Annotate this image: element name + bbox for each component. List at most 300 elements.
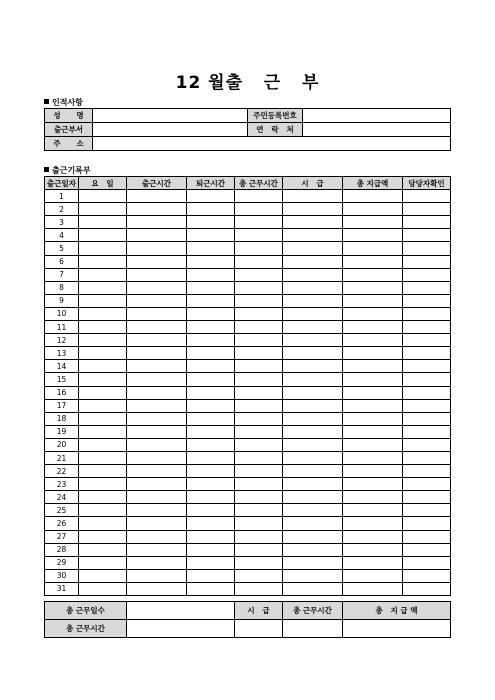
manager-check-cell[interactable]: [403, 216, 451, 229]
total-hours-cell[interactable]: [235, 307, 283, 320]
table-row: [45, 347, 451, 360]
day-number: 3: [45, 216, 79, 229]
total-pay-cell[interactable]: [343, 451, 403, 464]
total-hours-cell[interactable]: [235, 543, 283, 556]
table-row: [45, 307, 451, 320]
table-row: [45, 556, 451, 569]
table-row: [45, 216, 451, 229]
manager-check-cell[interactable]: [403, 399, 451, 412]
total-pay-cell[interactable]: [343, 281, 403, 294]
day-number: 17: [45, 399, 79, 412]
hourly-wage-cell[interactable]: [283, 451, 343, 464]
manager-check-cell[interactable]: [403, 360, 451, 373]
day-number: 26: [45, 517, 79, 530]
total-hours-cell[interactable]: [235, 451, 283, 464]
total-hours-cell[interactable]: [235, 360, 283, 373]
personal-section-label: [44, 97, 83, 108]
total-pay-cell[interactable]: [343, 491, 403, 504]
total-hours-field[interactable]: [127, 620, 235, 638]
manager-check-cell[interactable]: [403, 465, 451, 478]
weekday-cell[interactable]: [79, 229, 127, 242]
total-pay-cell[interactable]: [343, 569, 403, 582]
clock-out-cell[interactable]: [187, 582, 235, 595]
table-row: [45, 569, 451, 582]
day-number: 16: [45, 386, 79, 399]
total-pay-cell[interactable]: [343, 517, 403, 530]
day-number: 4: [45, 229, 79, 242]
clock-out-cell[interactable]: [187, 543, 235, 556]
total-hours-cell[interactable]: [235, 242, 283, 255]
weekday-cell[interactable]: [79, 556, 127, 569]
weekday-cell[interactable]: [79, 425, 127, 438]
clock-in-cell[interactable]: [127, 543, 187, 556]
total-pay-cell[interactable]: [343, 268, 403, 281]
total-pay-label: 총 지 급 액: [343, 602, 451, 620]
total-hours-cell[interactable]: [235, 216, 283, 229]
total-hours-cell[interactable]: [235, 569, 283, 582]
total-hours-cell[interactable]: [235, 347, 283, 360]
weekday-cell[interactable]: [79, 451, 127, 464]
clock-in-cell[interactable]: [127, 465, 187, 478]
manager-check-cell[interactable]: [403, 347, 451, 360]
table-row: [45, 543, 451, 556]
manager-check-cell[interactable]: [403, 582, 451, 595]
id-number-field[interactable]: [303, 109, 451, 123]
manager-check-cell[interactable]: [403, 517, 451, 530]
manager-check-cell[interactable]: [403, 307, 451, 320]
attendance-table: [44, 176, 451, 596]
total-hours-cell[interactable]: [235, 478, 283, 491]
clock-in-cell[interactable]: [127, 321, 187, 334]
table-row: [45, 451, 451, 464]
table-row: [45, 321, 451, 334]
manager-check-cell[interactable]: [403, 373, 451, 386]
weekday-cell[interactable]: [79, 294, 127, 307]
weekday-cell[interactable]: [79, 569, 127, 582]
total-pay-cell[interactable]: [343, 255, 403, 268]
clock-in-cell[interactable]: [127, 347, 187, 360]
total-pay-cell[interactable]: [343, 438, 403, 451]
table-row: [45, 242, 451, 255]
day-number: 28: [45, 543, 79, 556]
clock-in-cell[interactable]: [127, 582, 187, 595]
table-row: [45, 425, 451, 438]
total-hours-cell[interactable]: [235, 504, 283, 517]
table-row: [45, 491, 451, 504]
total-hours-cell[interactable]: [235, 491, 283, 504]
table-row: [45, 478, 451, 491]
clock-out-cell[interactable]: [187, 556, 235, 569]
day-number: 2: [45, 203, 79, 216]
weekday-cell[interactable]: [79, 307, 127, 320]
clock-out-cell[interactable]: [187, 465, 235, 478]
weekday-cell[interactable]: [79, 255, 127, 268]
weekday-cell[interactable]: [79, 242, 127, 255]
weekday-cell[interactable]: [79, 373, 127, 386]
day-number: 13: [45, 347, 79, 360]
total-hours-cell[interactable]: [235, 268, 283, 281]
day-number: 18: [45, 412, 79, 425]
table-row: [45, 360, 451, 373]
table-row: [45, 294, 451, 307]
clock-out-cell[interactable]: [187, 373, 235, 386]
clock-in-cell[interactable]: [127, 203, 187, 216]
total-hours-cell[interactable]: [235, 321, 283, 334]
total-pay-cell[interactable]: [343, 478, 403, 491]
clock-out-cell[interactable]: [187, 517, 235, 530]
day-number: 24: [45, 491, 79, 504]
total-pay-cell[interactable]: [343, 216, 403, 229]
total-hours-cell[interactable]: [235, 412, 283, 425]
weekday-cell[interactable]: [79, 491, 127, 504]
wage-field[interactable]: [235, 620, 283, 638]
clock-in-cell[interactable]: [127, 307, 187, 320]
clock-in-cell[interactable]: [127, 334, 187, 347]
manager-check-cell[interactable]: [403, 334, 451, 347]
total-hours-cell[interactable]: [235, 203, 283, 216]
weekday-cell[interactable]: [79, 543, 127, 556]
clock-out-cell[interactable]: [187, 321, 235, 334]
weekday-cell[interactable]: [79, 504, 127, 517]
day-number: 20: [45, 438, 79, 451]
day-number: 27: [45, 530, 79, 543]
clock-out-cell[interactable]: [187, 425, 235, 438]
day-number: 9: [45, 294, 79, 307]
table-row: [45, 517, 451, 530]
total-pay-cell[interactable]: [343, 360, 403, 373]
manager-check-cell[interactable]: [403, 321, 451, 334]
weekday-cell[interactable]: [79, 412, 127, 425]
total-pay-cell[interactable]: [343, 412, 403, 425]
hourly-wage-cell[interactable]: [283, 229, 343, 242]
manager-check-cell[interactable]: [403, 229, 451, 242]
total-hours-cell[interactable]: [235, 465, 283, 478]
wage-label: 시 급: [235, 602, 283, 620]
hourly-wage-cell[interactable]: [283, 412, 343, 425]
clock-in-cell[interactable]: [127, 255, 187, 268]
clock-out-cell[interactable]: [187, 438, 235, 451]
manager-check-header: 담당자확인: [403, 177, 451, 190]
clock-in-cell[interactable]: [127, 412, 187, 425]
clock-in-header: 출근시간: [127, 177, 187, 190]
weekday-cell[interactable]: [79, 190, 127, 203]
clock-in-cell[interactable]: [127, 268, 187, 281]
hourly-wage-cell[interactable]: [283, 321, 343, 334]
clock-in-cell[interactable]: [127, 491, 187, 504]
total-hours-value-field[interactable]: [283, 620, 343, 638]
manager-check-cell[interactable]: [403, 412, 451, 425]
total-hours-cell[interactable]: [235, 281, 283, 294]
total-hours-cell[interactable]: [235, 517, 283, 530]
total-hours-label-2: 총 근무시간: [45, 620, 127, 638]
clock-out-cell[interactable]: [187, 399, 235, 412]
manager-check-cell[interactable]: [403, 190, 451, 203]
day-number: 1: [45, 190, 79, 203]
table-row: [45, 229, 451, 242]
hourly-wage-cell[interactable]: [283, 242, 343, 255]
weekday-cell[interactable]: [79, 438, 127, 451]
hourly-wage-cell[interactable]: [283, 347, 343, 360]
total-pay-cell[interactable]: [343, 321, 403, 334]
table-row: [45, 582, 451, 595]
hourly-wage-cell[interactable]: [283, 569, 343, 582]
summary-table: [44, 601, 451, 638]
hourly-wage-cell[interactable]: [283, 268, 343, 281]
weekday-cell[interactable]: [79, 281, 127, 294]
clock-out-cell[interactable]: [187, 491, 235, 504]
weekday-cell[interactable]: [79, 465, 127, 478]
table-row: [45, 412, 451, 425]
total-days-field[interactable]: [127, 602, 235, 620]
manager-check-cell[interactable]: [403, 242, 451, 255]
clock-in-cell[interactable]: [127, 569, 187, 582]
hourly-wage-cell[interactable]: [283, 360, 343, 373]
clock-in-cell[interactable]: [127, 229, 187, 242]
total-hours-cell[interactable]: [235, 255, 283, 268]
hourly-wage-cell[interactable]: [283, 530, 343, 543]
clock-out-cell[interactable]: [187, 255, 235, 268]
hourly-wage-cell[interactable]: [283, 281, 343, 294]
manager-check-cell[interactable]: [403, 255, 451, 268]
hourly-wage-cell[interactable]: [283, 216, 343, 229]
weekday-cell[interactable]: [79, 530, 127, 543]
manager-check-cell[interactable]: [403, 438, 451, 451]
manager-check-cell[interactable]: [403, 281, 451, 294]
day-number: 14: [45, 360, 79, 373]
day-number: 10: [45, 307, 79, 320]
total-pay-cell[interactable]: [343, 190, 403, 203]
manager-check-cell[interactable]: [403, 268, 451, 281]
total-hours-cell[interactable]: [235, 438, 283, 451]
manager-check-cell[interactable]: [403, 556, 451, 569]
clock-out-header: 퇴근시간: [187, 177, 235, 190]
total-pay-cell[interactable]: [343, 386, 403, 399]
total-hours-cell[interactable]: [235, 582, 283, 595]
hourly-wage-cell[interactable]: [283, 425, 343, 438]
clock-out-cell[interactable]: [187, 412, 235, 425]
total-pay-cell[interactable]: [343, 203, 403, 216]
clock-in-cell[interactable]: [127, 386, 187, 399]
table-row: [45, 399, 451, 412]
attendance-header-row: [45, 177, 451, 190]
total-pay-cell[interactable]: [343, 229, 403, 242]
date-header: 출근일자: [45, 177, 79, 190]
address-label: 주 소: [45, 137, 93, 151]
clock-out-cell[interactable]: [187, 478, 235, 491]
clock-out-cell[interactable]: [187, 281, 235, 294]
hourly-wage-cell[interactable]: [283, 294, 343, 307]
total-pay-cell[interactable]: [343, 242, 403, 255]
hourly-wage-cell[interactable]: [283, 556, 343, 569]
manager-check-cell[interactable]: [403, 491, 451, 504]
clock-out-cell[interactable]: [187, 530, 235, 543]
clock-out-cell[interactable]: [187, 386, 235, 399]
weekday-cell[interactable]: [79, 334, 127, 347]
total-pay-cell[interactable]: [343, 504, 403, 517]
clock-in-cell[interactable]: [127, 294, 187, 307]
weekday-cell[interactable]: [79, 360, 127, 373]
weekday-cell[interactable]: [79, 386, 127, 399]
manager-check-cell[interactable]: [403, 386, 451, 399]
name-field[interactable]: [93, 109, 248, 123]
manager-check-cell[interactable]: [403, 478, 451, 491]
clock-in-cell[interactable]: [127, 373, 187, 386]
clock-out-cell[interactable]: [187, 203, 235, 216]
clock-out-cell[interactable]: [187, 360, 235, 373]
address-field[interactable]: [93, 137, 451, 151]
contact-field[interactable]: [303, 123, 451, 137]
day-number: 29: [45, 556, 79, 569]
clock-in-cell[interactable]: [127, 517, 187, 530]
table-row: [45, 281, 451, 294]
table-row: [45, 255, 451, 268]
clock-out-cell[interactable]: [187, 504, 235, 517]
clock-in-cell[interactable]: [127, 530, 187, 543]
day-number: 11: [45, 321, 79, 334]
clock-out-cell[interactable]: [187, 451, 235, 464]
weekday-cell[interactable]: [79, 203, 127, 216]
total-hours-cell[interactable]: [235, 373, 283, 386]
personal-section-text: 인적사항: [52, 98, 83, 107]
manager-check-cell[interactable]: [403, 504, 451, 517]
department-field[interactable]: [93, 123, 248, 137]
clock-out-cell[interactable]: [187, 307, 235, 320]
total-pay-cell[interactable]: [343, 582, 403, 595]
total-pay-cell[interactable]: [343, 373, 403, 386]
clock-out-cell[interactable]: [187, 242, 235, 255]
table-row: [45, 438, 451, 451]
manager-check-cell[interactable]: [403, 425, 451, 438]
clock-in-cell[interactable]: [127, 360, 187, 373]
clock-in-cell[interactable]: [127, 216, 187, 229]
total-pay-cell[interactable]: [343, 543, 403, 556]
hourly-wage-cell[interactable]: [283, 373, 343, 386]
clock-in-cell[interactable]: [127, 190, 187, 203]
manager-check-cell[interactable]: [403, 294, 451, 307]
total-hours-cell[interactable]: [235, 294, 283, 307]
hourly-wage-cell[interactable]: [283, 491, 343, 504]
name-label: 성 명: [45, 109, 93, 123]
day-number: 12: [45, 334, 79, 347]
hourly-wage-cell[interactable]: [283, 386, 343, 399]
total-hours-cell[interactable]: [235, 530, 283, 543]
total-pay-cell[interactable]: [343, 294, 403, 307]
total-pay-cell[interactable]: [343, 530, 403, 543]
total-pay-cell[interactable]: [343, 399, 403, 412]
hourly-wage-cell[interactable]: [283, 438, 343, 451]
clock-in-cell[interactable]: [127, 451, 187, 464]
total-pay-cell[interactable]: [343, 556, 403, 569]
hourly-wage-cell[interactable]: [283, 465, 343, 478]
manager-check-cell[interactable]: [403, 543, 451, 556]
clock-out-cell[interactable]: [187, 334, 235, 347]
weekday-cell[interactable]: [79, 478, 127, 491]
weekday-cell[interactable]: [79, 517, 127, 530]
clock-in-cell[interactable]: [127, 556, 187, 569]
day-number: 30: [45, 569, 79, 582]
total-hours-header: 총 근무시간: [235, 177, 283, 190]
clock-in-cell[interactable]: [127, 425, 187, 438]
total-pay-cell[interactable]: [343, 425, 403, 438]
weekday-cell[interactable]: [79, 582, 127, 595]
manager-check-cell[interactable]: [403, 530, 451, 543]
hourly-wage-cell[interactable]: [283, 582, 343, 595]
hourly-wage-cell[interactable]: [283, 190, 343, 203]
day-number: 25: [45, 504, 79, 517]
hourly-wage-cell[interactable]: [283, 307, 343, 320]
clock-in-cell[interactable]: [127, 399, 187, 412]
clock-out-cell[interactable]: [187, 190, 235, 203]
total-hours-cell[interactable]: [235, 229, 283, 242]
clock-out-cell[interactable]: [187, 229, 235, 242]
total-hours-cell[interactable]: [235, 556, 283, 569]
hourly-wage-cell[interactable]: [283, 478, 343, 491]
attendance-section-text: 출근기록부: [52, 166, 91, 175]
hourly-wage-cell[interactable]: [283, 517, 343, 530]
day-number: 21: [45, 451, 79, 464]
clock-in-cell[interactable]: [127, 242, 187, 255]
department-label: 출근부서: [45, 123, 93, 137]
clock-out-cell[interactable]: [187, 216, 235, 229]
clock-out-cell[interactable]: [187, 569, 235, 582]
hourly-wage-cell[interactable]: [283, 504, 343, 517]
total-pay-header: 총 지급액: [343, 177, 403, 190]
manager-check-cell[interactable]: [403, 203, 451, 216]
weekday-cell[interactable]: [79, 268, 127, 281]
total-pay-cell[interactable]: [343, 465, 403, 478]
hourly-wage-cell[interactable]: [283, 399, 343, 412]
total-hours-cell[interactable]: [235, 334, 283, 347]
square-bullet-icon: [44, 167, 49, 172]
total-hours-cell[interactable]: [235, 399, 283, 412]
weekday-cell[interactable]: [79, 399, 127, 412]
weekday-cell[interactable]: [79, 321, 127, 334]
clock-out-cell[interactable]: [187, 268, 235, 281]
hourly-wage-cell[interactable]: [283, 255, 343, 268]
table-row: [45, 504, 451, 517]
clock-out-cell[interactable]: [187, 294, 235, 307]
clock-in-cell[interactable]: [127, 281, 187, 294]
day-number: 7: [45, 268, 79, 281]
clock-in-cell[interactable]: [127, 438, 187, 451]
total-pay-cell[interactable]: [343, 347, 403, 360]
table-row: [45, 268, 451, 281]
table-row: [45, 465, 451, 478]
hourly-wage-cell[interactable]: [283, 334, 343, 347]
contact-label: 연 락 처: [248, 123, 303, 137]
hourly-wage-cell[interactable]: [283, 203, 343, 216]
manager-check-cell[interactable]: [403, 569, 451, 582]
day-number: 15: [45, 373, 79, 386]
attendance-body: [45, 190, 451, 596]
clock-out-cell[interactable]: [187, 347, 235, 360]
total-pay-cell[interactable]: [343, 307, 403, 320]
table-row: [45, 190, 451, 203]
total-pay-cell[interactable]: [343, 334, 403, 347]
total-hours-cell[interactable]: [235, 386, 283, 399]
hourly-wage-header: 시 급: [283, 177, 343, 190]
clock-in-cell[interactable]: [127, 504, 187, 517]
clock-in-cell[interactable]: [127, 478, 187, 491]
weekday-cell[interactable]: [79, 216, 127, 229]
total-hours-cell[interactable]: [235, 425, 283, 438]
day-number: 8: [45, 281, 79, 294]
weekday-cell[interactable]: [79, 347, 127, 360]
manager-check-cell[interactable]: [403, 451, 451, 464]
total-hours-cell[interactable]: [235, 190, 283, 203]
hourly-wage-cell[interactable]: [283, 543, 343, 556]
total-pay-field[interactable]: [343, 620, 451, 638]
